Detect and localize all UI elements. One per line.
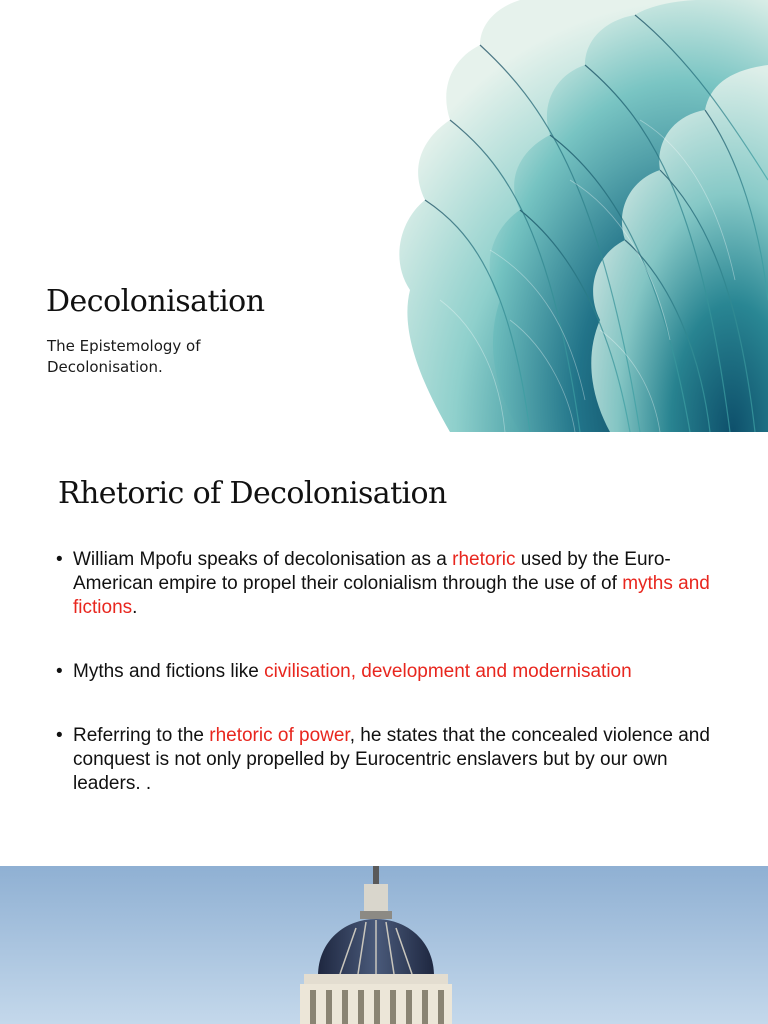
- slide-subtitle: The Epistemology of Decolonisation.: [47, 337, 201, 376]
- slide-title: [0, 0, 768, 432]
- slide-title-heading: Decolonisation: [46, 284, 265, 319]
- bullet-item: [56, 548, 736, 620]
- bullet-text: Referring to the: [73, 725, 210, 746]
- bullet-text: , he states that the concealed violence and conquest is not only propelled by Eurocentric enslavers but by our own leaders. .: [73, 725, 710, 794]
- bullet-list: [56, 548, 736, 836]
- fractal-shell-image: [380, 0, 768, 432]
- slide-heading: Rhetoric of Decolonisation: [58, 476, 447, 511]
- bullet-text: .: [132, 597, 138, 618]
- slide-capitol: [0, 866, 768, 1024]
- capitol-dome-image: [0, 866, 768, 1024]
- highlight-text: rhetoric: [452, 549, 516, 570]
- bullet-text: used by the Euro-American empire to propel their colonialism through the use of of: [73, 549, 671, 594]
- bullet-text: Myths and fictions like: [73, 661, 265, 682]
- highlight-text: myths and fictions: [73, 573, 710, 618]
- bullet-item: [56, 724, 736, 796]
- highlight-text: rhetoric of power: [209, 725, 350, 746]
- bullet-text: William Mpofu speaks of decolonisation as a: [73, 549, 453, 570]
- slide-rhetoric: [0, 432, 768, 864]
- bullet-item: [56, 660, 736, 684]
- highlight-text: civilisation, development and modernisation: [264, 661, 632, 682]
